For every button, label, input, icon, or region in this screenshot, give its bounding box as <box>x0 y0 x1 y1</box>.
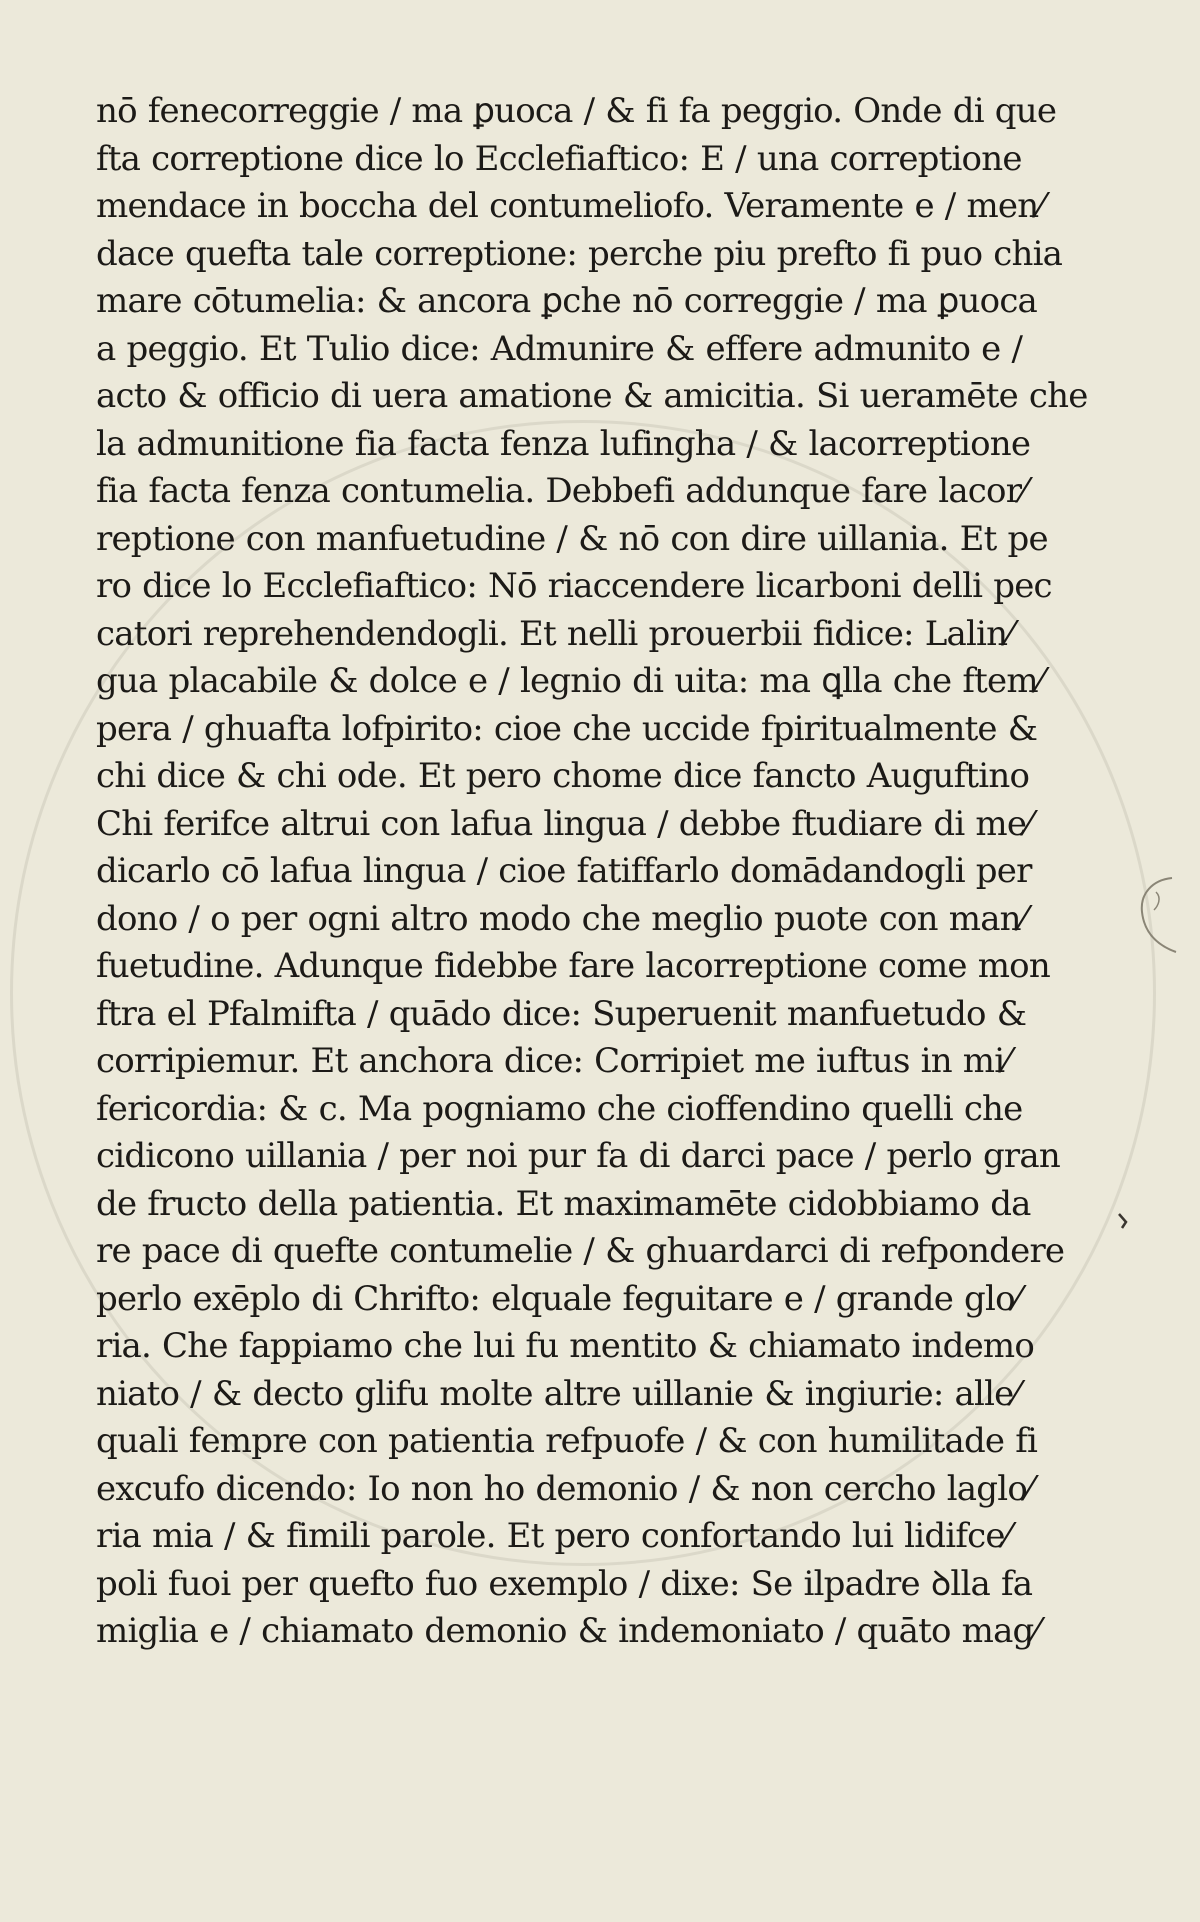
text-line: pera / ghuafta lofpirito: cioe che uccide fpiritualmente & <box>96 708 1038 749</box>
margin-ink-mark <box>1132 872 1186 960</box>
text-line: acto & officio di uera amatione & amicitia. Si ueramēte che <box>96 376 1088 416</box>
text-column <box>96 88 1088 1656</box>
text-line: excufo dicendo: Io non ho demonio / & non cercho laglo⁄ <box>96 1468 1032 1509</box>
text-line: poli fuoi per quefto fuo exemplo / dixe: Se ilpadre ꝺlla fa <box>96 1563 1033 1604</box>
text-line: chi dice & chi ode. Et pero chome dice fancto Auguftino <box>96 756 1030 796</box>
text-line: Chi ferifce altrui con lafua lingua / debbe ftudiare di me⁄ <box>96 803 1032 844</box>
text-line: fericordia: & c. Ma pogniamo che cioffendino quelli che <box>96 1088 1023 1129</box>
text-line: fuetudine. Adunque fidebbe fare lacorreptione come mon <box>96 946 1050 986</box>
text-line: ftra el Pfalmifta / quādo dice: Superuenit manfuetudo & <box>96 993 1027 1034</box>
text-line: quali fempre con patientia refpuofe / & con humilitade fi <box>96 1421 1038 1461</box>
text-line: re pace di quefte contumelie / & ghuardarci di refpondere <box>96 1231 1065 1271</box>
text-line: perlo exēplo di Chrifto: elquale feguitare e / grande glo⁄ <box>96 1278 1020 1319</box>
text-line: nō fenecorreggie / ma ꝑuoca / & fi fa peggio. Onde di que <box>96 91 1057 131</box>
text-line: a peggio. Et Tulio dice: Admunire & effere admunito e / <box>96 328 1023 369</box>
text-line: ro dice lo Ecclefiaftico: Nō riaccendere licarboni delli pec <box>96 566 1052 606</box>
text-line: corripiemur. Et anchora dice: Corripiet me iuftus in mi⁄ <box>96 1041 1010 1081</box>
text-line: dicarlo cō lafua lingua / cioe fatiffarlo domādandogli per <box>96 851 1032 891</box>
text-line: mendace in boccha del contumeliofo. Veramente e / men⁄ <box>96 186 1044 226</box>
text-line: mare cōtumelia: & ancora ꝑche nō correggie / ma ꝑuoca <box>96 281 1038 321</box>
text-line: catori reprehendendogli. Et nelli prouerbii fidice: Lalin⁄ <box>96 613 1013 654</box>
text-line: fta correptione dice lo Ecclefiaftico: E / una correptione <box>96 138 1022 179</box>
text-line: dace quefta tale correptione: perche piu prefto fi puo chia <box>96 233 1063 274</box>
text-line: fia facta fenza contumelia. Debbefi addunque fare lacor⁄ <box>96 471 1027 511</box>
text-line: de fructo della patientia. Et maximamēte cidobbiamo da <box>96 1183 1031 1224</box>
text-line: la admunitione fia facta fenza lufingha / & lacorreptione <box>96 423 1031 464</box>
text-line: dono / o per ogni altro modo che meglio puote con man⁄ <box>96 898 1026 939</box>
text-line: reptione con manfuetudine / & nō con dire uillania. Et pe <box>96 518 1048 559</box>
stray-ink-mark <box>1116 1212 1130 1230</box>
text-line: gua placabile & dolce e / legnio di uita: ma ꝗlla che ftem⁄ <box>96 661 1043 701</box>
text-line: ria mia / & fimili parole. Et pero confortando lui lidifce⁄ <box>96 1516 1010 1556</box>
text-line: miglia e / chiamato demonio & indemoniato / quāto mag⁄ <box>96 1611 1039 1651</box>
text-line: cidicono uillania / per noi pur fa di darci pace / perlo gran <box>96 1136 1060 1176</box>
text-line: niato / & decto glifu molte altre uillanie & ingiurie: alle⁄ <box>96 1373 1019 1414</box>
text-line: ria. Che fappiamo che lui fu mentito & chiamato indemo <box>96 1326 1035 1366</box>
